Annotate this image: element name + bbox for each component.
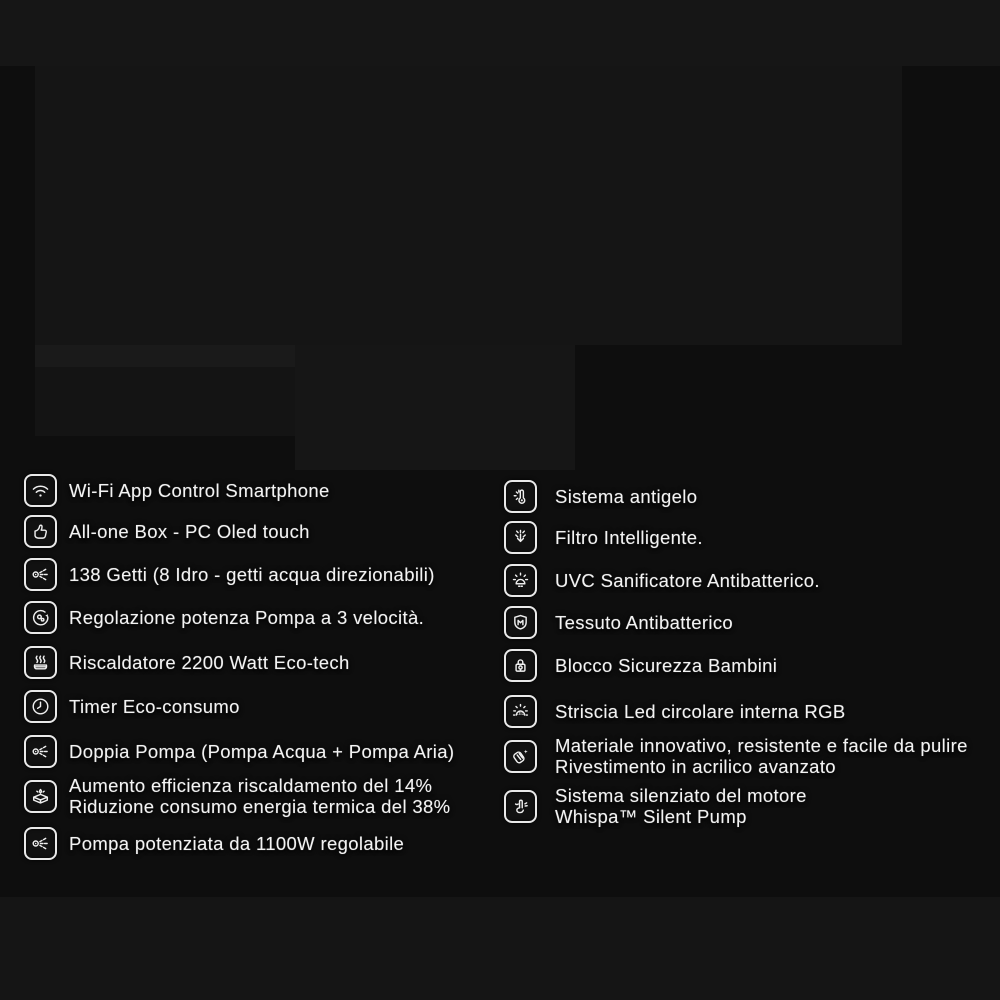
energy-efficiency-icon [24, 780, 57, 813]
feature-text: Wi-Fi App Control Smartphone [69, 480, 330, 501]
feature-row [24, 558, 435, 591]
feature-row [24, 827, 404, 860]
feature-row [504, 649, 777, 682]
bottom-shadow-band [0, 897, 1000, 1000]
feature-text: Filtro Intelligente. [555, 527, 703, 548]
feature-text: Sistema antigelo [555, 486, 698, 507]
feature-row [504, 480, 697, 513]
uvc-sanitizer-icon [504, 564, 537, 597]
product-photo-main [35, 66, 902, 345]
feature-row [24, 774, 450, 818]
feature-text: UVC Sanificatore Antibatterico. [555, 570, 820, 591]
feature-text: Sistema silenziato del motore Whispa™ Silent Pump [555, 785, 807, 827]
feature-row [504, 606, 733, 639]
feature-row [504, 734, 968, 778]
feature-row [24, 646, 350, 679]
water-jets-icon [24, 558, 57, 591]
feature-text: Pompa potenziata da 1100W regolabile [69, 833, 405, 854]
feature-text: Striscia Led circolare interna RGB [555, 701, 846, 722]
water-jets-icon [24, 735, 57, 768]
antibacterial-fabric-icon [504, 606, 537, 639]
svg-text:LED: LED [516, 710, 525, 716]
feature-row [24, 690, 240, 723]
child-lock-icon [504, 649, 537, 682]
heater-icon [24, 646, 57, 679]
pump-speed-icon [24, 601, 57, 634]
feature-text: Regolazione potenza Pompa a 3 velocità. [69, 607, 425, 628]
top-shadow-band [0, 0, 1000, 66]
feature-text: Blocco Sicurezza Bambini [555, 655, 778, 676]
feature-row [504, 564, 820, 597]
feature-row [24, 735, 454, 768]
feature-row [504, 784, 807, 828]
feature-row [504, 695, 846, 728]
led-strip-icon [504, 695, 537, 728]
silent-pump-icon [504, 790, 537, 823]
timer-icon [24, 690, 57, 723]
feature-text: Doppia Pompa (Pompa Acqua + Pompa Aria) [69, 741, 455, 762]
feature-text: Timer Eco-consumo [69, 696, 240, 717]
feature-text: All-one Box - PC Oled touch [69, 521, 310, 542]
smart-filter-icon [504, 521, 537, 554]
feature-row [504, 521, 703, 554]
product-photo [0, 66, 1000, 470]
water-jets-icon [24, 827, 57, 860]
easy-clean-icon [504, 740, 537, 773]
wifi-icon [24, 474, 57, 507]
touch-control-icon [24, 515, 57, 548]
feature-text: Tessuto Antibatterico [555, 612, 734, 633]
feature-text: Materiale innovativo, resistente e facile da pulire Rivestimento in acrilico avanzato [555, 735, 968, 777]
product-photo-center-block [295, 345, 575, 470]
feature-text: 138 Getti (8 Idro - getti acqua direzionabili) [69, 564, 435, 585]
feature-row [24, 474, 330, 507]
feature-text: Aumento efficienza riscaldamento del 14% Riduzione consumo energia termica del 38% [69, 775, 451, 817]
feature-row [24, 515, 310, 548]
feature-text: Riscaldatore 2200 Watt Eco-tech [69, 652, 350, 673]
antifreeze-icon [504, 480, 537, 513]
feature-row [24, 601, 424, 634]
